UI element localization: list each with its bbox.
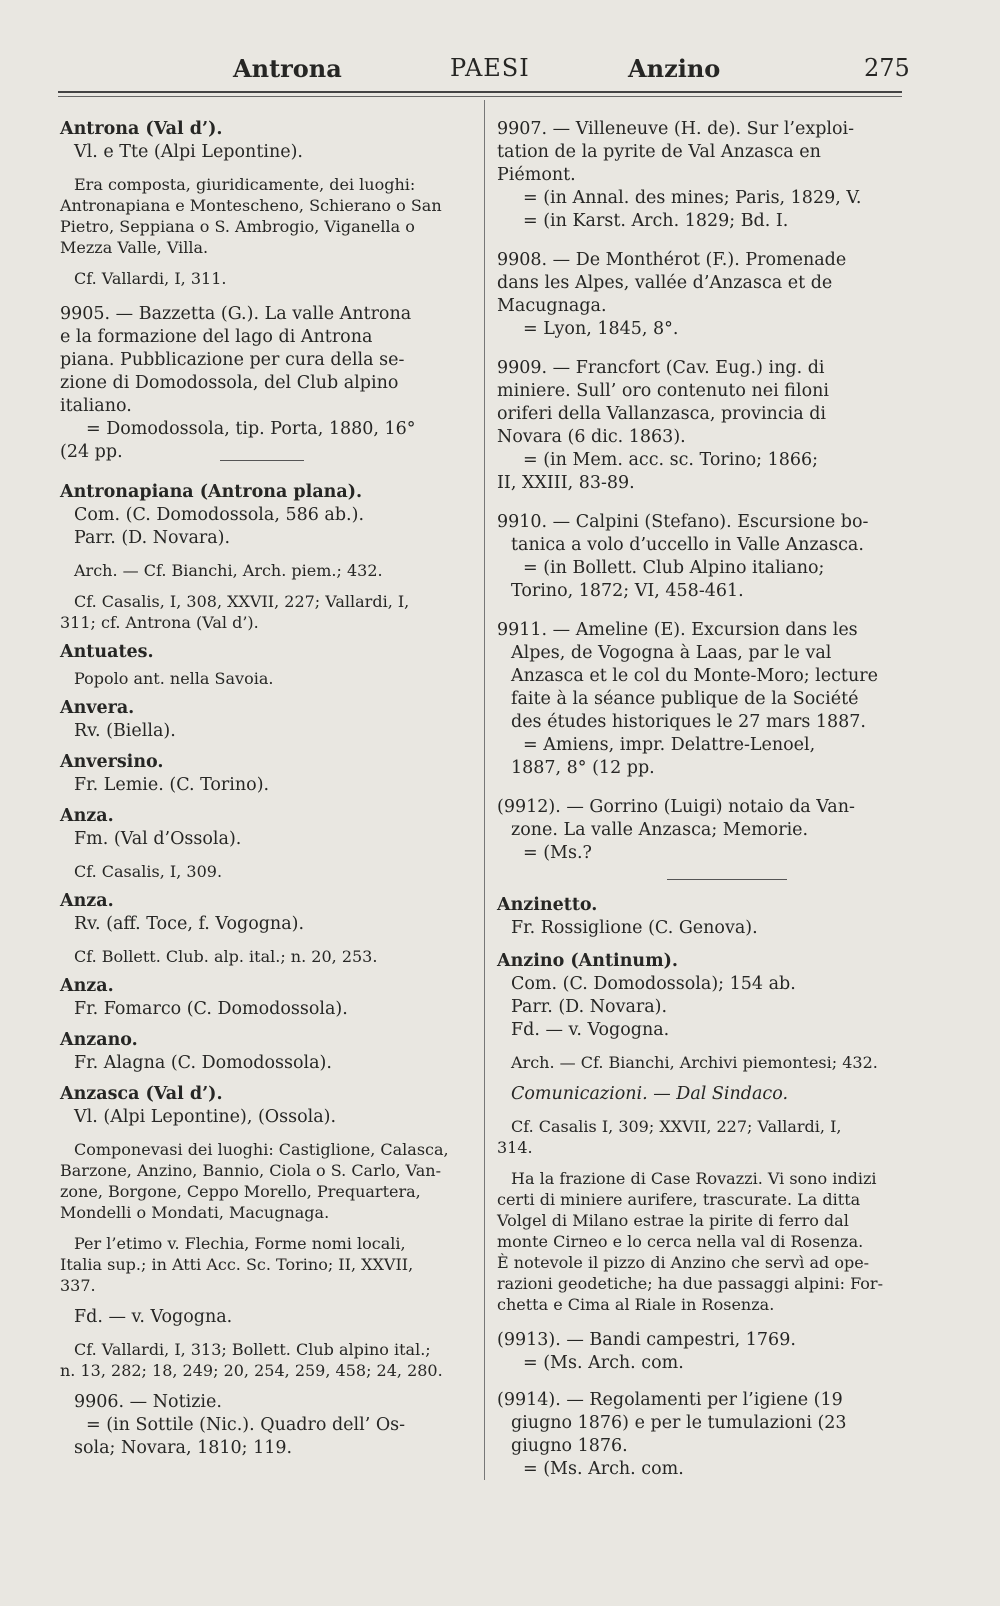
header-right-keyword: Anzino — [628, 54, 721, 83]
bib-line: zone. La valle Anzasca; Memorie. — [511, 820, 809, 840]
entry-note: chetta e Cima al Riale in Rosenza. — [497, 1295, 775, 1314]
bib-line: Macugnaga. — [497, 296, 607, 316]
entry-title: Anza. — [60, 806, 114, 826]
entry-etymology: 337. — [60, 1276, 96, 1295]
bib-line: (9914). — Regolamenti per l’igiene (19 — [497, 1390, 843, 1410]
entry-note: zone, Borgone, Ceppo Morello, Prequartera, — [60, 1182, 421, 1201]
entry-line: Fr. Rossiglione (C. Genova). — [511, 918, 758, 938]
entry-antuates — [60, 641, 480, 689]
entry-title: Anzasca (Val d’). — [60, 1084, 223, 1104]
bib-line: dans les Alpes, vallée d’Anzasca et de — [497, 273, 833, 293]
bib-line: (24 pp. — [60, 442, 123, 462]
entry-line: Vl. (Alpi Lepontine), (Ossola). — [74, 1107, 337, 1127]
entry-anvera — [60, 697, 480, 743]
entry-etymology: Per l’etimo v. Flechia, Forme nomi locali, — [74, 1234, 406, 1253]
bib-line: faite à la séance publique de la Société — [511, 689, 859, 709]
entry-line: Rv. (aff. Toce, f. Vogogna). — [74, 914, 305, 934]
entry-note: Mezza Valle, Villa. — [60, 238, 209, 257]
bib-line: Novara (6 dic. 1863). — [497, 427, 686, 447]
bib-line: 9907. — Villeneuve (H. de). Sur l’exploi- — [497, 119, 855, 139]
entry-note: razioni geodetiche; ha due passaggi alpini: For- — [497, 1274, 883, 1293]
bib-line: = (Ms.? — [523, 843, 592, 863]
bib-line: = (in Mem. acc. sc. Torino; 1866; — [523, 450, 819, 470]
entry-antronapiana — [60, 481, 480, 633]
bib-line: zione di Domodossola, del Club alpino — [60, 373, 399, 393]
entry-antrona-val — [60, 118, 480, 289]
entry-line: Parr. (D. Novara). — [74, 528, 231, 548]
bib-line: = (in Karst. Arch. 1829; Bd. I. — [523, 211, 789, 231]
header-left-keyword: Antrona — [233, 54, 342, 83]
entry-title: Antrona (Val d’). — [60, 119, 223, 139]
entry-title: Anza. — [60, 976, 114, 996]
entry-reference: Cf. Casalis I, 309; XXVII, 227; Vallardi, I, — [511, 1117, 842, 1136]
entry-title: Anza. — [60, 891, 114, 911]
bib-line: miniere. Sull’ oro contenuto nei filoni — [497, 381, 829, 401]
entry-archive: Arch. — Cf. Bianchi, Arch. piem.; 432. — [74, 561, 383, 580]
entry-note: Mondelli o Mondati, Macugnaga. — [60, 1203, 330, 1222]
right-column — [497, 118, 907, 1489]
entry-archive: Arch. — Cf. Bianchi, Archivi piemontesi; 432. — [511, 1053, 878, 1072]
entry-line: Vl. e Tte (Alpi Lepontine). — [74, 142, 303, 162]
bib-line: II, XXIII, 83-89. — [497, 473, 635, 493]
bibliography-9906 — [60, 1391, 480, 1460]
entry-note: monte Cirneo e lo cerca nella val di Rosenza. — [497, 1232, 864, 1251]
bib-line: giugno 1876) e per le tumulazioni (23 — [511, 1413, 847, 1433]
entry-line: Popolo ant. nella Savoia. — [74, 669, 274, 688]
bib-line: = Lyon, 1845, 8°. — [523, 319, 679, 339]
entry-reference: Cf. Bollett. Club. alp. ital.; n. 20, 253. — [74, 947, 378, 966]
entry-reference: Cf. Casalis, I, 309. — [74, 862, 223, 881]
left-column — [60, 118, 480, 1468]
bib-line: giugno 1876. — [511, 1436, 628, 1456]
entry-note: È notevole il pizzo di Anzino che servì ad ope- — [497, 1253, 870, 1272]
entry-anzinetto — [497, 894, 907, 940]
entry-note: Era composta, giuridicamente, dei luoghi: — [74, 175, 416, 194]
entry-line: Rv. (Biella). — [74, 721, 176, 741]
header-rule-thin — [58, 96, 902, 97]
bib-line: Torino, 1872; VI, 458-461. — [511, 581, 744, 601]
bib-line: tanica a volo d’uccello in Valle Anzasca. — [511, 535, 864, 555]
bib-line: = (in Bollett. Club Alpino italiano; — [523, 558, 825, 578]
entry-anza-3 — [60, 975, 480, 1021]
bibliography-9912 — [497, 796, 907, 865]
bibliography-9913 — [497, 1329, 907, 1375]
bib-line: = (in Sottile (Nic.). Quadro dell’ Os- — [86, 1415, 406, 1435]
bibliography-9907 — [497, 118, 907, 233]
entry-title: Antronapiana (Antrona plana). — [60, 482, 363, 502]
entry-note: Componevasi dei luoghi: Castiglione, Calasca, — [74, 1140, 449, 1159]
bib-line: 9911. — Ameline (E). Excursion dans les — [497, 620, 858, 640]
bib-line: e la formazione del lago di Antrona — [60, 327, 373, 347]
entry-reference: 314. — [497, 1138, 533, 1157]
bib-line: piana. Pubblicazione per cura della se- — [60, 350, 405, 370]
page-number: 275 — [864, 54, 910, 82]
entry-reference: Cf. Vallardi, I, 311. — [74, 269, 227, 288]
running-header — [0, 48, 1000, 88]
bib-line: = Amiens, impr. Delattre-Lenoel, — [523, 735, 816, 755]
entry-reference: Cf. Vallardi, I, 313; Bollett. Club alpino ital.; — [74, 1340, 431, 1359]
entry-title: Anzano. — [60, 1030, 138, 1050]
entry-line: Fd. — v. Vogogna. — [74, 1307, 233, 1327]
entry-reference: 311; cf. Antrona (Val d’). — [60, 613, 259, 632]
entry-line: Parr. (D. Novara). — [511, 997, 668, 1017]
bibliography-9910 — [497, 511, 907, 603]
bib-line: = (in Annal. des mines; Paris, 1829, V. — [523, 188, 862, 208]
entry-anzano — [60, 1029, 480, 1075]
entry-line: Fm. (Val d’Ossola). — [74, 829, 242, 849]
entry-title: Antuates. — [60, 642, 154, 662]
entry-line: Fr. Lemie. (C. Torino). — [74, 775, 270, 795]
entry-title: Anzino (Antinum). — [497, 951, 679, 971]
bib-line: oriferi della Vallanzasca, provincia di — [497, 404, 827, 424]
header-rule — [58, 91, 902, 93]
entry-line: Com. (C. Domodossola, 586 ab.). — [74, 505, 365, 525]
entry-line: Fr. Fomarco (C. Domodossola). — [74, 999, 348, 1019]
bibliography-9905 — [60, 303, 480, 464]
entry-anza-1 — [60, 805, 480, 882]
bib-line: 9910. — Calpini (Stefano). Escursione bo- — [497, 512, 869, 532]
bib-line: Anzasca et le col du Monte-Moro; lecture — [511, 666, 878, 686]
entry-title: Anvera. — [60, 698, 135, 718]
entry-anzino — [497, 950, 907, 1315]
entry-anversino — [60, 751, 480, 797]
entry-note: Antronapiana e Montescheno, Schierano o San — [60, 196, 442, 215]
entry-line: Fd. — v. Vogogna. — [511, 1020, 670, 1040]
bibliography-9911 — [497, 619, 907, 780]
entry-title: Anzinetto. — [497, 895, 598, 915]
bib-line: = Domodossola, tip. Porta, 1880, 16° — [86, 419, 416, 439]
header-section: PAESI — [450, 54, 530, 82]
entry-note: Barzone, Anzino, Bannio, Ciola o S. Carlo, Van- — [60, 1161, 441, 1180]
bib-line: 9908. — De Monthérot (F.). Promenade — [497, 250, 847, 270]
bib-line: Piémont. — [497, 165, 576, 185]
entry-note: certi di miniere aurifere, trascurate. La ditta — [497, 1190, 861, 1209]
bib-line: = (Ms. Arch. com. — [523, 1353, 684, 1373]
entry-line: Com. (C. Domodossola); 154 ab. — [511, 974, 796, 994]
entry-anza-2 — [60, 890, 480, 967]
bib-line: 9909. — Francfort (Cav. Eug.) ing. di — [497, 358, 825, 378]
entry-anzasca — [60, 1083, 480, 1381]
separator-rule — [667, 879, 787, 880]
bib-line: tation de la pyrite de Val Anzasca en — [497, 142, 821, 162]
entry-reference: Cf. Casalis, I, 308, XXVII, 227; Vallardi, I, — [74, 592, 410, 611]
bib-line: (9913). — Bandi campestri, 1769. — [497, 1330, 796, 1350]
bibliography-9908 — [497, 249, 907, 341]
bib-line: 9905. — Bazzetta (G.). La valle Antrona — [60, 304, 412, 324]
bibliography-9914 — [497, 1389, 907, 1481]
bib-line: 1887, 8° (12 pp. — [511, 758, 655, 778]
entry-reference: n. 13, 282; 18, 249; 20, 254, 259, 458; 24, 280. — [60, 1361, 443, 1380]
bib-line: = (Ms. Arch. com. — [523, 1459, 684, 1479]
bib-line: italiano. — [60, 396, 132, 416]
bib-line: 9906. — Notizie. — [74, 1392, 222, 1412]
entry-title: Anversino. — [60, 752, 164, 772]
bib-line: Alpes, de Vogogna à Laas, par le val — [511, 643, 832, 663]
entry-communications: Comunicazioni. — Dal Sindaco. — [511, 1084, 789, 1104]
column-divider — [484, 100, 485, 1480]
bib-line: des études historiques le 27 mars 1887. — [511, 712, 866, 732]
bib-line: sola; Novara, 1810; 119. — [74, 1438, 293, 1458]
entry-note: Pietro, Seppiana o S. Ambrogio, Viganella o — [60, 217, 415, 236]
bibliography-9909 — [497, 357, 907, 495]
bib-line: (9912). — Gorrino (Luigi) notaio da Van- — [497, 797, 855, 817]
entry-line: Fr. Alagna (C. Domodossola). — [74, 1053, 332, 1073]
entry-note: Volgel di Milano estrae la pirite di ferro dal — [497, 1211, 849, 1230]
entry-etymology: Italia sup.; in Atti Acc. Sc. Torino; II, XXVII, — [60, 1255, 414, 1274]
separator-rule — [220, 460, 304, 461]
entry-note: Ha la frazione di Case Rovazzi. Vi sono indizi — [511, 1169, 877, 1188]
